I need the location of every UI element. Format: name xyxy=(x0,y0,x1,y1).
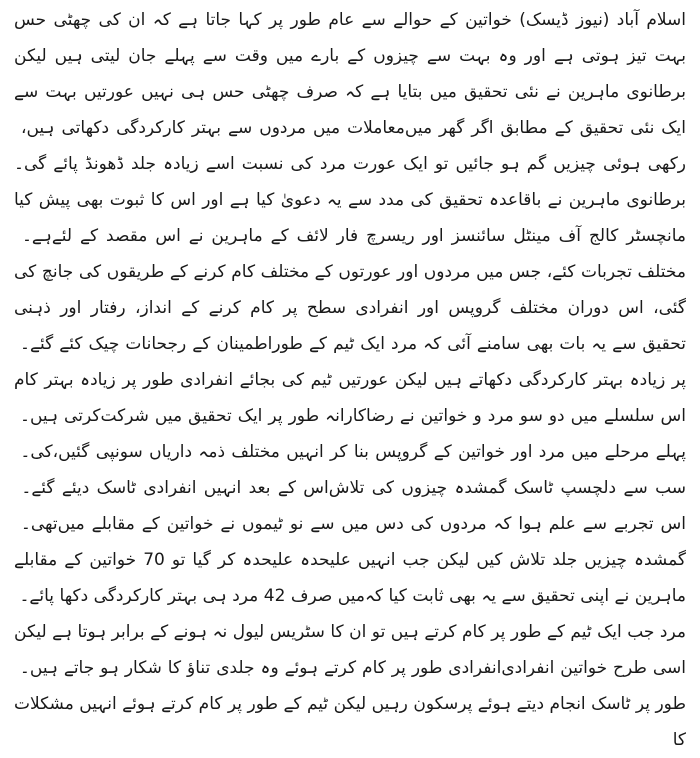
article-sentence: تحقیق سے یہ بات بھی سامنے آئی کہ مرد ایک ٹیم کے طور پر زیادہ بہتر کارکردگی دکھاتے ہیں لیکن عورتیں ٹیم کی بجائے انفرادی طور پر زیادہ بہتر کام کرتی ہیں۔ xyxy=(14,334,686,426)
article-sentence: ایک نئی تحقیق کے مطابق اگر گھر میں رکھی ہوئی چیزیں گم ہو جائیں تو ایک عورت مرد کی نسبت اسے زیادہ جلد ڈھونڈ پائے گی۔ xyxy=(14,118,686,174)
article-sentence: اسی طرح خواتین انفرادی طور پر ٹاسک انجام دیتے ہوئے پرسکون رہیں لیکن ٹیم کے طور پر کام کرتے ہوئے انہیں مشکلات کا xyxy=(14,658,686,750)
article-sentence: سب سے دلچسپ ٹاسک گمشدہ چیزوں کی تلاش تھی۔ xyxy=(14,478,687,534)
article-body xyxy=(14,2,686,758)
article-sentence: اس سلسلے میں دو سو مرد و خواتین نے رضاکارانہ طور پر ایک تحقیق میں شرکت کی۔ xyxy=(14,406,686,462)
article-sentence: مانچسٹر کالج آف مینٹل سائنسز اور ریسرچ فار لائف کے ماہرین نے اس مقصد کے لئے مختلف تجربات کئے، جس میں مردوں اور عورتوں کے مختلف کام کرنے کے طریقوں کی جانچ کی گئی، اس دوران مختلف گروپس اور انفرادی سطح پر کام کرنے کے انداز، رفتار اور ذہنی اطمینان کے رجحانات چیک کئے گئے۔ xyxy=(14,226,686,354)
article-sentence: برطانوی ماہرین نے باقاعدہ تحقیق کی مدد سے یہ دعویٰ کیا ہے اور اس کا ثبوت بھی پیش کیا ہے۔ xyxy=(14,190,686,246)
article-sentence: اسلام آباد (نیوز ڈیسک) خواتین کے حوالے سے عام طور پر کہا جاتا ہے کہ ان کی چھٹی حس بہت تیز ہوتی ہے اور وہ بہت سے چیزوں کے بارے میں وقت سے پہلے جان لیتی ہیں لیکن برطانوی ماہرین نے نئی تحقیق میں بتایا ہے کہ صرف چھٹی حس ہی نہیں عورتیں بہت سے معاملات میں مردوں سے بہتر کارکردگی دکھاتی ہیں، xyxy=(14,10,686,138)
article-sentence: اس تجربے سے علم ہوا کہ مردوں کی دس میں سے نو ٹیموں نے خواتین کے مقابلے میں گمشدہ چیزیں جلد تلاش کیں لیکن جب انہیں علیحدہ علیحدہ کر گیا تو 70 خواتین کے مقابلے میں صرف 42 مرد ہی بہتر کارکردگی دکھا پائے۔ xyxy=(14,514,687,606)
article-sentence: پہلے مرحلے میں مرد اور خواتین کے گروپس بنا کر انہیں مختلف ذمہ داریاں سونپی گئیں، اس کے بعد انہیں انفرادی ٹاسک دیئے گئے۔ xyxy=(14,442,686,498)
article-sentence: ماہرین نے اپنی تحقیق سے یہ بھی ثابت کیا کہ مرد جب ایک ٹیم کے طور پر کام کرتے ہیں تو ان کا سٹریس لیول نہ ہونے کے برابر ہوتا ہے لیکن انفرادی طور پر کام کرتے ہوئے وہ جلدی تناؤ کا شکار ہو جاتے ہیں۔ xyxy=(14,586,687,678)
